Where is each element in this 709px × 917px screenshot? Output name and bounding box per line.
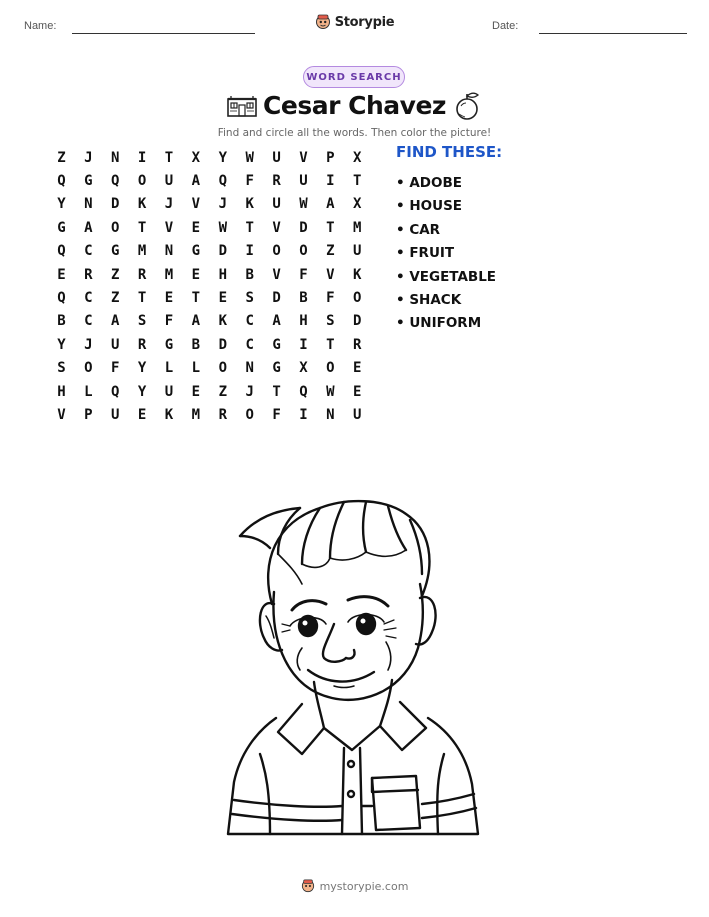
grid-letter[interactable]: J — [218, 196, 227, 213]
grid-letter[interactable]: F — [272, 406, 281, 423]
grid-letter[interactable]: Z — [111, 290, 120, 307]
grid-row — [48, 333, 371, 356]
grid-letter[interactable]: Z — [218, 383, 227, 400]
grid-letter[interactable]: Q — [57, 173, 66, 190]
grid-letter[interactable]: O — [326, 360, 335, 377]
grid-letter[interactable]: N — [84, 196, 93, 213]
grid-letter[interactable]: X — [353, 149, 362, 166]
grid-row — [48, 216, 371, 239]
grid-letter[interactable]: Y — [137, 383, 147, 400]
grid-letter[interactable]: G — [57, 219, 66, 236]
grid-letter[interactable]: T — [137, 219, 147, 236]
grid-letter[interactable]: U — [272, 149, 281, 166]
grid-letter[interactable]: L — [191, 360, 201, 377]
grid-letter[interactable]: O — [218, 360, 227, 377]
grid-letter[interactable]: E — [353, 360, 362, 377]
grid-letter[interactable]: O — [111, 219, 120, 236]
grid-row — [48, 146, 371, 169]
grid-letter[interactable]: G — [111, 243, 120, 260]
storypie-mascot-icon — [301, 878, 315, 894]
grid-letter[interactable]: C — [84, 243, 93, 260]
grid-letter[interactable]: U — [272, 196, 281, 213]
grid-letter[interactable]: N — [164, 243, 174, 260]
grid-letter[interactable]: V — [299, 149, 308, 166]
grid-letter[interactable]: U — [111, 406, 120, 423]
name-label: Name: — [24, 20, 57, 32]
grid-letter[interactable]: I — [326, 173, 335, 190]
grid-letter[interactable]: T — [245, 219, 254, 236]
grid-letter[interactable]: Z — [111, 266, 120, 283]
grid-letter[interactable]: J — [84, 149, 93, 166]
grid-letter[interactable]: C — [245, 336, 254, 353]
grid-letter[interactable]: V — [272, 266, 281, 283]
grid-letter[interactable]: I — [137, 149, 147, 166]
grid-letter[interactable]: X — [299, 360, 308, 377]
grid-letter[interactable]: K — [245, 196, 254, 213]
grid-letter[interactable]: Q — [111, 173, 120, 190]
grid-letter[interactable]: O — [353, 290, 362, 307]
word-item: • FRUIT — [396, 245, 455, 262]
grid-letter[interactable]: T — [326, 219, 335, 236]
grid-letter[interactable]: A — [326, 196, 335, 213]
grid-letter[interactable]: Q — [218, 173, 227, 190]
grid-letter[interactable]: S — [137, 313, 147, 330]
grid-letter[interactable]: N — [326, 406, 335, 423]
grid-letter[interactable]: E — [137, 406, 147, 423]
grid-row — [48, 380, 371, 403]
grid-letter[interactable]: P — [84, 406, 93, 423]
date-label: Date: — [492, 20, 519, 32]
grid-letter[interactable]: I — [299, 406, 308, 423]
name-line — [72, 33, 255, 34]
grid-letter[interactable]: C — [84, 290, 93, 307]
grid-letter[interactable]: G — [272, 360, 281, 377]
grid-letter[interactable]: U — [164, 383, 174, 400]
grid-letter[interactable]: F — [164, 313, 174, 330]
grid-letter[interactable]: Q — [299, 383, 308, 400]
grid-row — [48, 310, 371, 333]
grid-letter[interactable]: Q — [57, 243, 66, 260]
word-item: • CAR — [396, 221, 441, 238]
grid-letter[interactable]: C — [84, 313, 93, 330]
grid-row — [48, 263, 371, 286]
grid-letter[interactable]: J — [84, 336, 93, 353]
grid-letter[interactable]: H — [57, 383, 66, 400]
instructions: Find and circle all the words. Then color the picture! — [217, 127, 492, 139]
grid-letter[interactable]: T — [164, 149, 174, 166]
word-item: • VEGETABLE — [396, 268, 497, 285]
grid-letter[interactable]: K — [164, 406, 174, 423]
grid-letter[interactable]: G — [272, 336, 281, 353]
grid-letter[interactable]: R — [84, 266, 93, 283]
grid-letter[interactable]: A — [272, 313, 281, 330]
grid-letter[interactable]: N — [245, 360, 254, 377]
grid-letter[interactable]: D — [272, 290, 281, 307]
grid-letter[interactable]: G — [164, 336, 174, 353]
grid-letter[interactable]: E — [57, 266, 66, 283]
grid-letter[interactable]: V — [191, 196, 201, 213]
grid-letter[interactable]: G — [191, 243, 201, 260]
grid-letter[interactable]: Q — [111, 383, 120, 400]
grid-row — [48, 193, 371, 216]
letter-grid — [48, 146, 371, 427]
grid-letter[interactable]: W — [299, 196, 308, 213]
brand-logo — [0, 13, 709, 31]
grid-letter[interactable]: R — [218, 406, 227, 423]
grid-letter[interactable]: K — [218, 313, 227, 330]
grid-letter[interactable]: Z — [326, 243, 335, 260]
grid-letter[interactable]: N — [111, 149, 120, 166]
grid-row — [48, 240, 371, 263]
grid-letter[interactable]: D — [218, 243, 227, 260]
word-item: • SHACK — [396, 291, 462, 308]
grid-letter[interactable]: W — [218, 219, 227, 236]
brand-name: Storypie — [334, 14, 395, 30]
grid-letter[interactable]: R — [137, 336, 147, 353]
cesar-chavez-coloring-illustration — [216, 492, 488, 847]
grid-letter[interactable]: M — [137, 243, 147, 260]
grid-letter[interactable]: F — [111, 360, 120, 377]
word-item: • UNIFORM — [396, 315, 482, 332]
grid-letter[interactable]: M — [191, 406, 201, 423]
grid-letter[interactable]: F — [326, 290, 335, 307]
grid-letter[interactable]: Y — [137, 360, 147, 377]
grid-letter[interactable]: J — [245, 383, 254, 400]
grid-letter[interactable]: X — [353, 196, 362, 213]
grid-letter[interactable]: I — [245, 243, 254, 260]
grid-letter[interactable]: S — [57, 360, 66, 377]
grid-letter[interactable]: L — [164, 360, 174, 377]
grid-letter[interactable]: A — [111, 313, 120, 330]
grid-letter[interactable]: Y — [57, 196, 66, 213]
grid-letter[interactable]: J — [164, 196, 174, 213]
grid-letter[interactable]: V — [326, 266, 335, 283]
grid-letter[interactable]: B — [191, 336, 201, 353]
word-search-badge: WORD SEARCH — [303, 66, 405, 88]
grid-letter[interactable]: O — [272, 243, 281, 260]
grid-letter[interactable]: E — [353, 383, 362, 400]
footer — [0, 878, 709, 894]
grid-letter[interactable]: R — [353, 336, 362, 353]
word-item: • HOUSE — [396, 198, 463, 215]
grid-letter[interactable]: E — [191, 266, 201, 283]
grid-letter[interactable]: T — [137, 290, 147, 307]
grid-letter[interactable]: D — [111, 196, 120, 213]
grid-letter[interactable]: I — [299, 336, 308, 353]
grid-letter[interactable]: Y — [218, 149, 227, 166]
grid-letter[interactable]: B — [57, 313, 66, 330]
grid-letter[interactable]: F — [245, 173, 254, 190]
grid-letter[interactable]: H — [218, 266, 227, 283]
grid-letter[interactable]: E — [164, 290, 174, 307]
grid-letter[interactable]: V — [272, 219, 281, 236]
grid-letter[interactable]: U — [164, 173, 174, 190]
grid-letter[interactable]: O — [84, 360, 93, 377]
grid-letter[interactable]: A — [191, 313, 201, 330]
grid-letter[interactable]: V — [57, 406, 66, 423]
storypie-mascot-icon — [315, 13, 331, 31]
footer-url: mystorypie.com — [319, 879, 409, 893]
grid-letter[interactable]: S — [245, 290, 254, 307]
find-these-heading: FIND THESE: — [396, 143, 503, 161]
grid-row — [48, 403, 371, 426]
grid-letter[interactable]: A — [84, 219, 93, 236]
title-row — [0, 88, 709, 128]
grid-letter[interactable]: U — [299, 173, 308, 190]
grid-letter[interactable]: C — [245, 313, 254, 330]
grid-letter[interactable]: O — [245, 406, 254, 423]
page-title: Cesar Chavez — [263, 91, 446, 120]
grid-letter[interactable]: O — [299, 243, 308, 260]
grid-letter[interactable]: W — [326, 383, 335, 400]
grid-letter[interactable]: S — [326, 313, 335, 330]
grid-letter[interactable]: T — [272, 383, 281, 400]
grid-letter[interactable]: K — [353, 266, 362, 283]
grid-letter[interactable]: T — [191, 290, 201, 307]
grid-letter[interactable]: V — [164, 219, 174, 236]
grid-letter[interactable]: R — [137, 266, 147, 283]
grid-letter[interactable]: Y — [57, 336, 66, 353]
fruit-icon — [452, 90, 482, 122]
word-item: • ADOBE — [396, 175, 462, 191]
grid-letter[interactable]: B — [245, 266, 254, 283]
grid-letter[interactable]: X — [191, 149, 201, 166]
grid-letter[interactable]: G — [84, 173, 93, 190]
grid-letter[interactable]: U — [111, 336, 120, 353]
grid-letter[interactable]: O — [137, 173, 147, 190]
grid-letter[interactable]: E — [218, 290, 227, 307]
grid-letter[interactable]: M — [164, 266, 174, 283]
grid-letter[interactable]: E — [191, 383, 201, 400]
grid-letter[interactable]: Z — [57, 149, 66, 166]
grid-letter[interactable]: U — [353, 406, 362, 423]
grid-letter[interactable]: P — [326, 149, 335, 166]
grid-letter[interactable]: L — [84, 383, 93, 400]
grid-letter[interactable]: Q — [57, 290, 66, 307]
grid-letter[interactable]: U — [353, 243, 362, 260]
grid-letter[interactable]: F — [299, 266, 308, 283]
grid-letter[interactable]: D — [353, 313, 362, 330]
grid-row — [48, 286, 371, 309]
grid-letter[interactable]: A — [191, 173, 201, 190]
grid-letter[interactable]: R — [272, 173, 281, 190]
grid-letter[interactable]: T — [326, 336, 335, 353]
grid-letter[interactable]: T — [353, 173, 362, 190]
word-list — [396, 143, 502, 336]
grid-letter[interactable]: B — [299, 290, 308, 307]
grid-row — [48, 169, 371, 192]
grid-letter[interactable]: D — [218, 336, 227, 353]
grid-letter[interactable]: W — [245, 149, 254, 166]
grid-letter[interactable]: K — [137, 196, 147, 213]
grid-letter[interactable]: D — [299, 219, 308, 236]
grid-letter[interactable]: E — [191, 219, 201, 236]
grid-letter[interactable]: H — [299, 313, 308, 330]
date-line — [539, 33, 687, 34]
grid-letter[interactable]: M — [353, 219, 362, 236]
grid-row — [48, 357, 371, 380]
